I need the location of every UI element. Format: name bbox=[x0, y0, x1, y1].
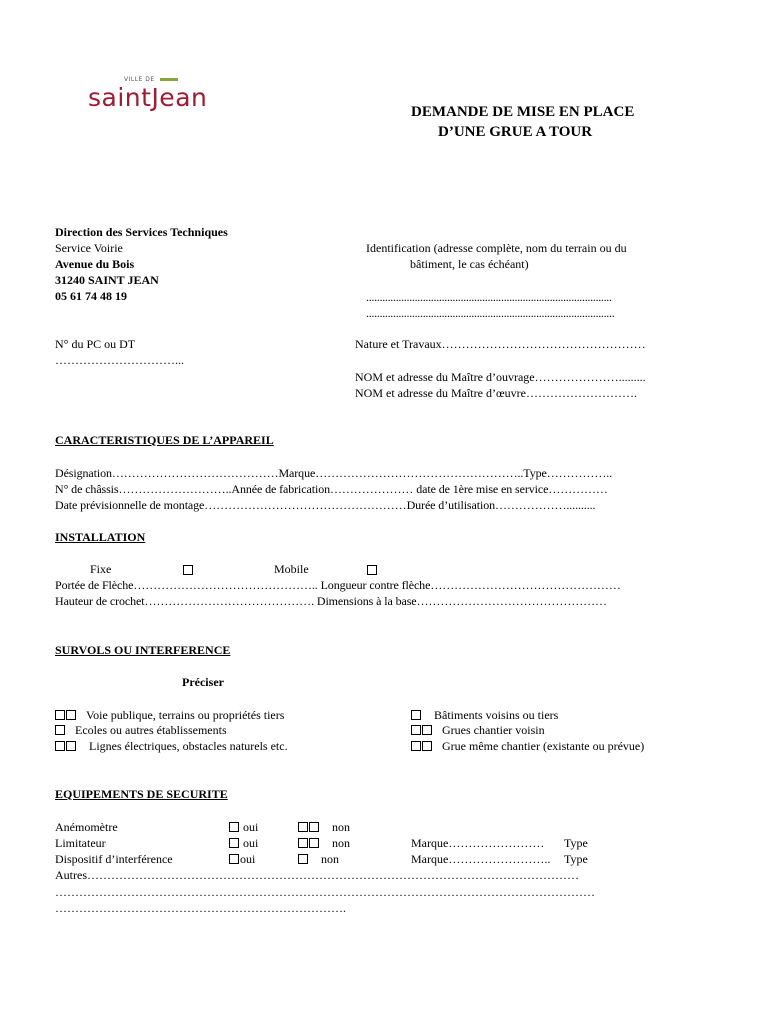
hauteur-crochet-row[interactable]: Hauteur de crochet……………………………………. Dimensions à la base………………………………………… bbox=[55, 594, 607, 608]
checkbox-icon[interactable] bbox=[411, 710, 421, 720]
logo-accent-bar bbox=[160, 78, 178, 81]
chassis-row[interactable]: N° de châssis………………………..Année de fabrication………………… date de 1ère mise en service…………… bbox=[55, 482, 608, 496]
address-org: Direction des Services Techniques bbox=[55, 225, 228, 239]
non-label: non bbox=[321, 852, 339, 866]
survol-label: Lignes électriques, obstacles naturels etc. bbox=[89, 739, 288, 753]
portee-fleche-row[interactable]: Portée de Flèche……………………………………….. Longueur contre flèche………………………………………… bbox=[55, 578, 621, 592]
identification-dots-1[interactable]: ........................................................................................... bbox=[366, 290, 612, 304]
autres-dots-1[interactable]: ……………………………………………………………………………………………………………………… bbox=[55, 885, 595, 899]
fixe-checkbox[interactable] bbox=[183, 565, 193, 575]
dispositif-marque-field[interactable]: Marque…………………….. bbox=[411, 852, 551, 866]
equipements-heading: EQUIPEMENTS DE SECURITE bbox=[55, 787, 228, 801]
oui-label: oui bbox=[243, 820, 259, 834]
dispositif-type-label: Type bbox=[564, 852, 588, 866]
autres-field[interactable]: Autres…………………………………………………………………………………………………………… bbox=[55, 868, 579, 882]
survol-item-grue-meme-chantier[interactable] bbox=[411, 738, 644, 754]
checkbox-icon[interactable] bbox=[55, 710, 65, 720]
logo-ville-de: VILLE DE bbox=[124, 76, 155, 83]
limitateur-oui[interactable] bbox=[229, 835, 258, 851]
anemometre-oui[interactable] bbox=[229, 819, 258, 835]
equip-label-anemometre: Anémomètre bbox=[55, 820, 118, 834]
maitre-ouvrage-field[interactable]: NOM et adresse du Maître d’ouvrage…………………......... bbox=[355, 370, 646, 384]
equip-label-limitateur: Limitateur bbox=[55, 836, 106, 850]
anemometre-non[interactable] bbox=[298, 819, 350, 835]
survol-item-batiments[interactable] bbox=[411, 707, 558, 723]
designation-row[interactable]: Désignation……………………………………Marque……………………………………………..Type…………….. bbox=[55, 466, 613, 480]
checkbox-icon[interactable] bbox=[411, 741, 421, 751]
checkbox-icon[interactable] bbox=[55, 725, 65, 735]
checkbox-icon[interactable] bbox=[229, 822, 239, 832]
nature-travaux-field[interactable]: Nature et Travaux…………………………………………… bbox=[355, 337, 646, 351]
installation-heading: INSTALLATION bbox=[55, 530, 146, 544]
non-label: non bbox=[332, 836, 350, 850]
survol-label: Grues chantier voisin bbox=[442, 723, 545, 737]
limitateur-non[interactable] bbox=[298, 835, 350, 851]
identification-label-2: bâtiment, le cas échéant) bbox=[410, 257, 529, 271]
checkbox-icon[interactable] bbox=[66, 741, 76, 751]
limitateur-marque-field[interactable]: Marque…………………… bbox=[411, 836, 545, 850]
survol-item-grues-voisin[interactable] bbox=[411, 722, 545, 738]
address-phone: 05 61 74 48 19 bbox=[55, 289, 127, 303]
montage-row[interactable]: Date prévisionnelle de montage……………………………………………Durée d’utilisation……………….......... bbox=[55, 498, 596, 512]
survol-label: Voie publique, terrains ou propriétés tiers bbox=[86, 708, 285, 722]
non-label: non bbox=[332, 820, 350, 834]
limitateur-type-label: Type bbox=[564, 836, 588, 850]
identification-dots-2[interactable]: ............................................................................................ bbox=[366, 306, 615, 320]
checkbox-icon[interactable] bbox=[55, 741, 65, 751]
saint-jean-logo bbox=[88, 76, 228, 126]
checkbox-icon[interactable] bbox=[298, 838, 308, 848]
title-line-1: DEMANDE DE MISE EN PLACE bbox=[411, 104, 635, 120]
address-city: 31240 SAINT JEAN bbox=[55, 273, 159, 287]
pc-field[interactable]: …………………………... bbox=[55, 353, 184, 367]
oui-label: oui bbox=[243, 836, 259, 850]
maitre-oeuvre-field[interactable]: NOM et adresse du Maître d’œuvre………………………. bbox=[355, 386, 637, 400]
address-street: Avenue du Bois bbox=[55, 257, 135, 271]
mobile-checkbox[interactable] bbox=[367, 565, 377, 575]
checkbox-icon[interactable] bbox=[411, 725, 421, 735]
caracteristiques-heading: CARACTERISTIQUES DE L’APPAREIL bbox=[55, 433, 274, 447]
address-service: Service Voirie bbox=[55, 241, 123, 255]
checkbox-icon[interactable] bbox=[309, 838, 319, 848]
checkbox-icon[interactable] bbox=[309, 822, 319, 832]
pc-label: N° du PC ou DT bbox=[55, 337, 136, 351]
checkbox-icon[interactable] bbox=[229, 854, 239, 864]
checkbox-icon[interactable] bbox=[66, 710, 76, 720]
dispositif-oui[interactable] bbox=[229, 851, 255, 867]
survol-item-voie-publique[interactable] bbox=[55, 707, 284, 723]
mobile-label: Mobile bbox=[274, 562, 309, 576]
survol-label: Grue même chantier (existante ou prévue) bbox=[442, 739, 645, 753]
survol-label: Bâtiments voisins ou tiers bbox=[434, 708, 559, 722]
oui-label: oui bbox=[240, 852, 256, 866]
checkbox-icon[interactable] bbox=[422, 741, 432, 751]
identification-label-1: Identification (adresse complète, nom du terrain ou du bbox=[366, 241, 627, 255]
checkbox-icon[interactable] bbox=[422, 725, 432, 735]
survol-label: Ecoles ou autres établissements bbox=[75, 723, 227, 737]
autres-dots-2[interactable]: ………………………………………………………………. bbox=[55, 901, 346, 915]
checkbox-icon[interactable] bbox=[298, 822, 308, 832]
checkbox-icon[interactable] bbox=[298, 854, 308, 864]
preciser-label: Préciser bbox=[182, 675, 224, 689]
survols-heading: SURVOLS OU INTERFERENCE bbox=[55, 643, 231, 657]
survol-item-lignes[interactable] bbox=[55, 738, 288, 754]
equip-label-dispositif: Dispositif d’interférence bbox=[55, 852, 173, 866]
title-line-2: D’UNE GRUE A TOUR bbox=[438, 124, 593, 140]
survol-item-ecoles[interactable] bbox=[55, 722, 227, 738]
checkbox-icon[interactable] bbox=[229, 838, 239, 848]
dispositif-non[interactable] bbox=[298, 851, 339, 867]
logo-brand: saintJean bbox=[88, 83, 208, 112]
fixe-label: Fixe bbox=[90, 562, 112, 576]
